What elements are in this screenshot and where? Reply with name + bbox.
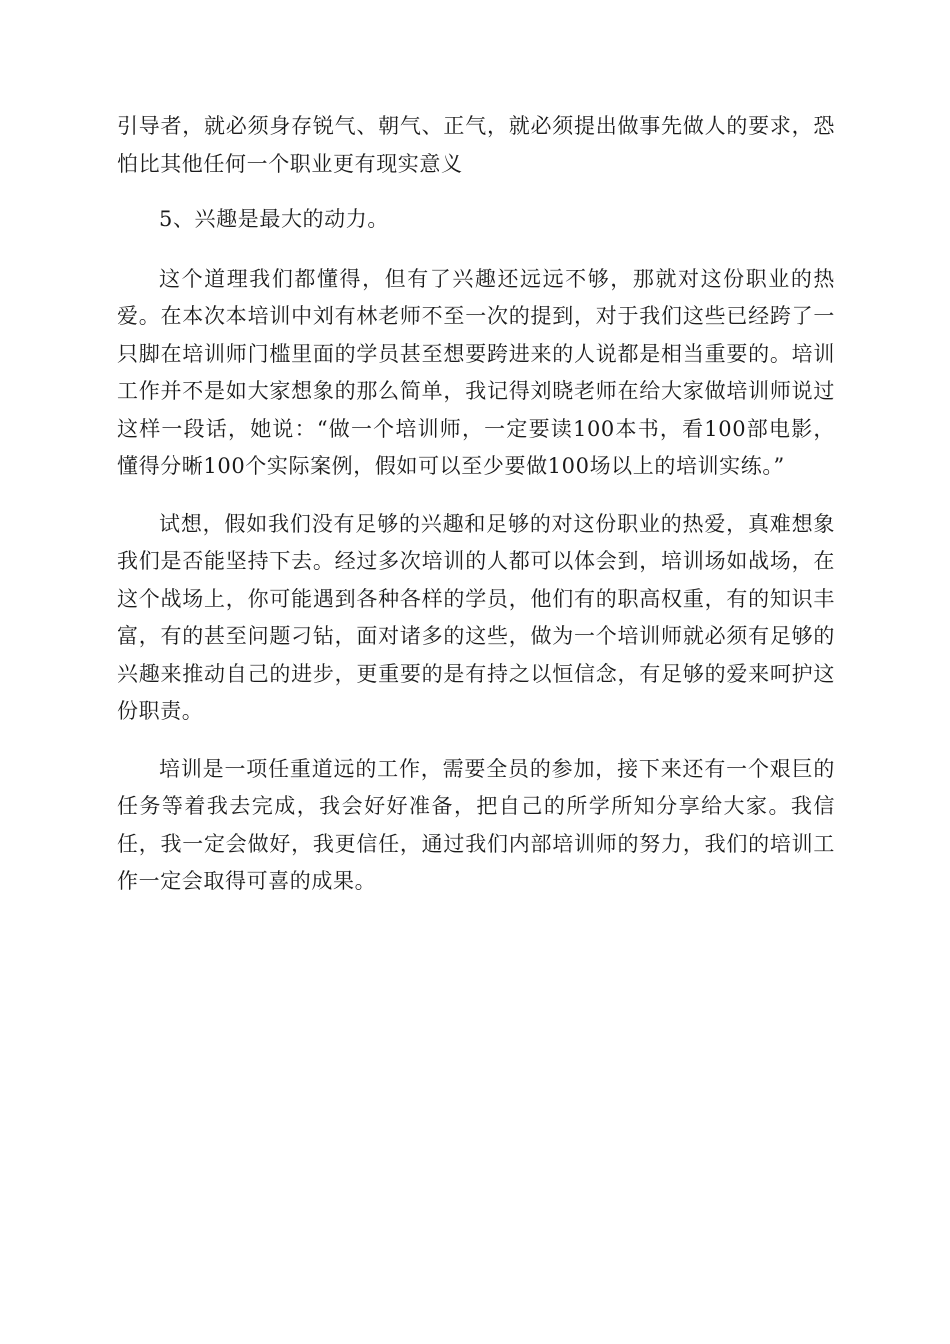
paragraph: 这个道理我们都懂得，但有了兴趣还远远不够，那就对这份职业的热爱。在本次本培训中刘有林老师不至一次的提到，对于我们这些已经跨了一只脚在培训师门槛里面的学员甚至想要跨进来的人说都是相当重要的。培训工作并不是如大家想象的那么简单，我记得刘晓老师在给大家做培训师说过这样一段话，她说：“做一个培训师，一定要读100本书，看100部电影，懂得分晰100个实际案例，假如可以至少要做100场以上的培训实练。”: [117, 266, 835, 478]
document-body: [117, 108, 835, 921]
paragraph: 试想，假如我们没有足够的兴趣和足够的对这份职业的热爱，真难想象我们是否能坚持下去。经过多次培训的人都可以体会到，培训场如战场，在这个战场上，你可能遇到各种各样的学员，他们有的职高权重，有的知识丰富，有的甚至问题刁钻，面对诸多的这些，做为一个培训师就必须有足够的兴趣来推动自己的进步，更重要的是有持之以恒信念，有足够的爱来呵护这份职责。: [117, 511, 835, 723]
paragraph: 培训是一项任重道远的工作，需要全员的参加，接下来还有一个艰巨的任务等着我去完成，我会好好准备，把自己的所学所知分享给大家。我信任，我一定会做好，我更信任，通过我们内部培训师的努力，我们的培训工作一定会取得可喜的成果。: [117, 756, 835, 893]
paragraph-continuation: 引导者，就必须身存锐气、朝气、正气，就必须提出做事先做人的要求，恐怕比其他任何一个职业更有现实意义: [117, 114, 835, 176]
section-heading: 5、兴趣是最大的动力。: [159, 207, 389, 231]
